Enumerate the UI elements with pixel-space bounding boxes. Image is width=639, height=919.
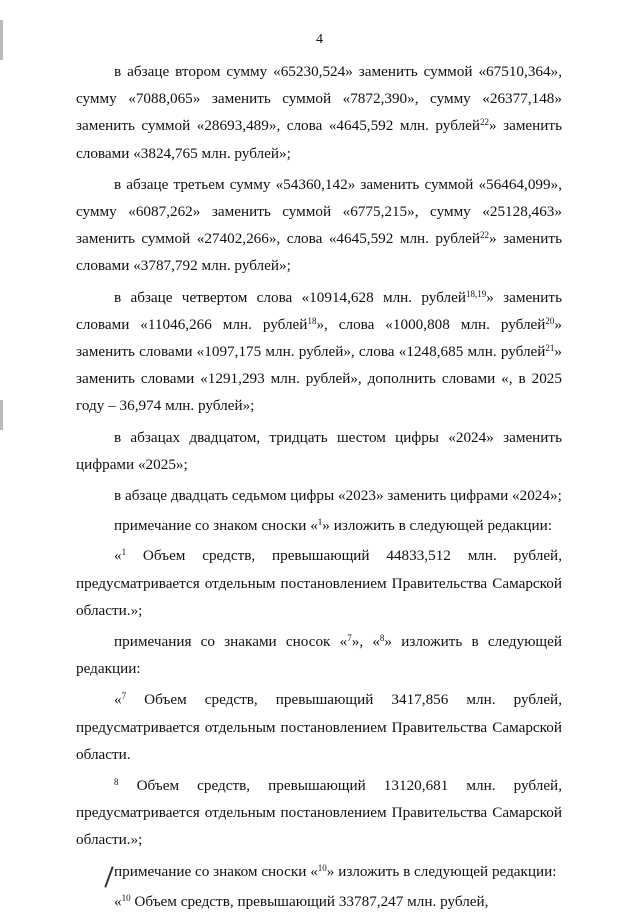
paragraph-text: Объем средств, превышающий 3417,856 млн. рублей, предусматривается отдельным постановлением Правительства Самарской области.	[76, 691, 562, 763]
paragraph-years-2025	[76, 424, 562, 478]
paragraph-text: «	[114, 547, 122, 565]
paragraph-note-1-intro	[76, 512, 562, 539]
paragraph-text: », слова «1000,808 млн. рублей	[316, 315, 546, 333]
footnote-ref: 8	[114, 777, 119, 788]
footnote-ref: 10	[121, 892, 131, 903]
footnote-ref: 21	[545, 343, 555, 354]
paragraph-text: » изложить в следующей редакции:	[76, 633, 562, 678]
paragraph-text: в абзаце четвертом слова «10914,628 млн. рублей	[114, 288, 466, 306]
paragraph-note-1	[76, 542, 562, 624]
footnote-ref: 10	[317, 862, 327, 873]
footnote-ref: 1	[317, 517, 323, 528]
paragraph-text: » заменить словами «1291,293 млн. рублей», дополнить словами «, в 2025 году – 36,974 млн. рублей»;	[76, 343, 562, 415]
paragraph-amounts-3	[76, 171, 562, 280]
footnote-ref: 1	[121, 547, 127, 558]
paragraph-text: в абзацах двадцатом, тридцать шестом цифры «2024» заменить цифрами «2025»;	[76, 428, 562, 473]
footnote-ref: 7	[347, 633, 352, 644]
paragraph-text: в абзаце двадцать седьмом цифры «2023» заменить цифрами «2024»;	[114, 487, 562, 505]
scan-edge-mark	[0, 20, 3, 60]
paragraph-years-2024	[76, 482, 562, 509]
paragraph-note-7	[76, 686, 562, 768]
footnote-ref: 8	[379, 633, 385, 644]
paragraph-text: «	[114, 691, 122, 709]
footnote-ref: 18	[307, 315, 317, 326]
paragraph-text: в абзаце третьем сумму «54360,142» заменить суммой «56464,099», сумму «6087,262» заменить суммой «6775,215», сумму «25128,463» заменить суммой «27402,266», слова «4645,592 млн. рублей	[76, 175, 562, 248]
paragraph-text: в абзаце втором сумму «65230,524» заменить суммой «67510,364», сумму «7088,065» заменить суммой «7872,390», сумму «26377,148» заменить суммой «28693,489», слова «4645,592 млн. рублей	[76, 63, 562, 135]
footnote-ref: 20	[545, 315, 555, 326]
paragraph-text: » изложить в следующей редакции:	[322, 517, 553, 535]
paragraph-amounts-4	[76, 284, 562, 420]
scan-edge-mark	[0, 400, 3, 430]
page-number: 4	[316, 32, 323, 47]
footnote-ref: 18,19	[465, 288, 487, 299]
paragraph-text: Объем средств, превышающий 13120,681 млн. рублей, предусматривается отдельным постановлением Правительства Самарской области.»;	[76, 777, 562, 849]
paragraph-text: примечание со знаком сноски «	[114, 862, 318, 880]
paragraph-text: примечания со знаками сносок «	[114, 633, 348, 651]
paragraph-note-10-intro	[76, 858, 562, 885]
paragraph-note-8	[76, 772, 562, 854]
footnote-ref: 22	[480, 117, 490, 128]
paragraph-text: » заменить словами «11046,266 млн. рублей	[76, 288, 563, 333]
paragraph-text: Объем средств, превышающий 33787,247 млн. рублей,	[130, 892, 489, 910]
paragraph-text: «	[114, 892, 122, 910]
footnote-ref: 22	[480, 230, 490, 241]
paragraph-note-10	[76, 888, 562, 915]
paragraph-text: » заменить словами «3787,792 млн. рублей»;	[76, 230, 562, 275]
paragraph-text: », «	[351, 633, 380, 651]
paragraph-text: » изложить в следующей редакции:	[326, 862, 557, 880]
paragraph-text: примечание со знаком сноски «	[114, 517, 318, 535]
footnote-ref: 7	[121, 691, 127, 702]
document-body	[76, 58, 562, 919]
paragraph-notes-7-8-intro	[76, 628, 562, 682]
paragraph-text: » заменить словами «1097,175 млн. рублей», слова «1248,685 млн. рублей	[76, 315, 563, 361]
paragraph-amounts-2	[76, 58, 562, 167]
paragraph-text: » заменить словами «3824,765 млн. рублей»;	[76, 117, 562, 162]
paragraph-text: Объем средств, превышающий 44833,512 млн. рублей, предусматривается отдельным постановлением Правительства Самарской области.»;	[76, 547, 562, 619]
